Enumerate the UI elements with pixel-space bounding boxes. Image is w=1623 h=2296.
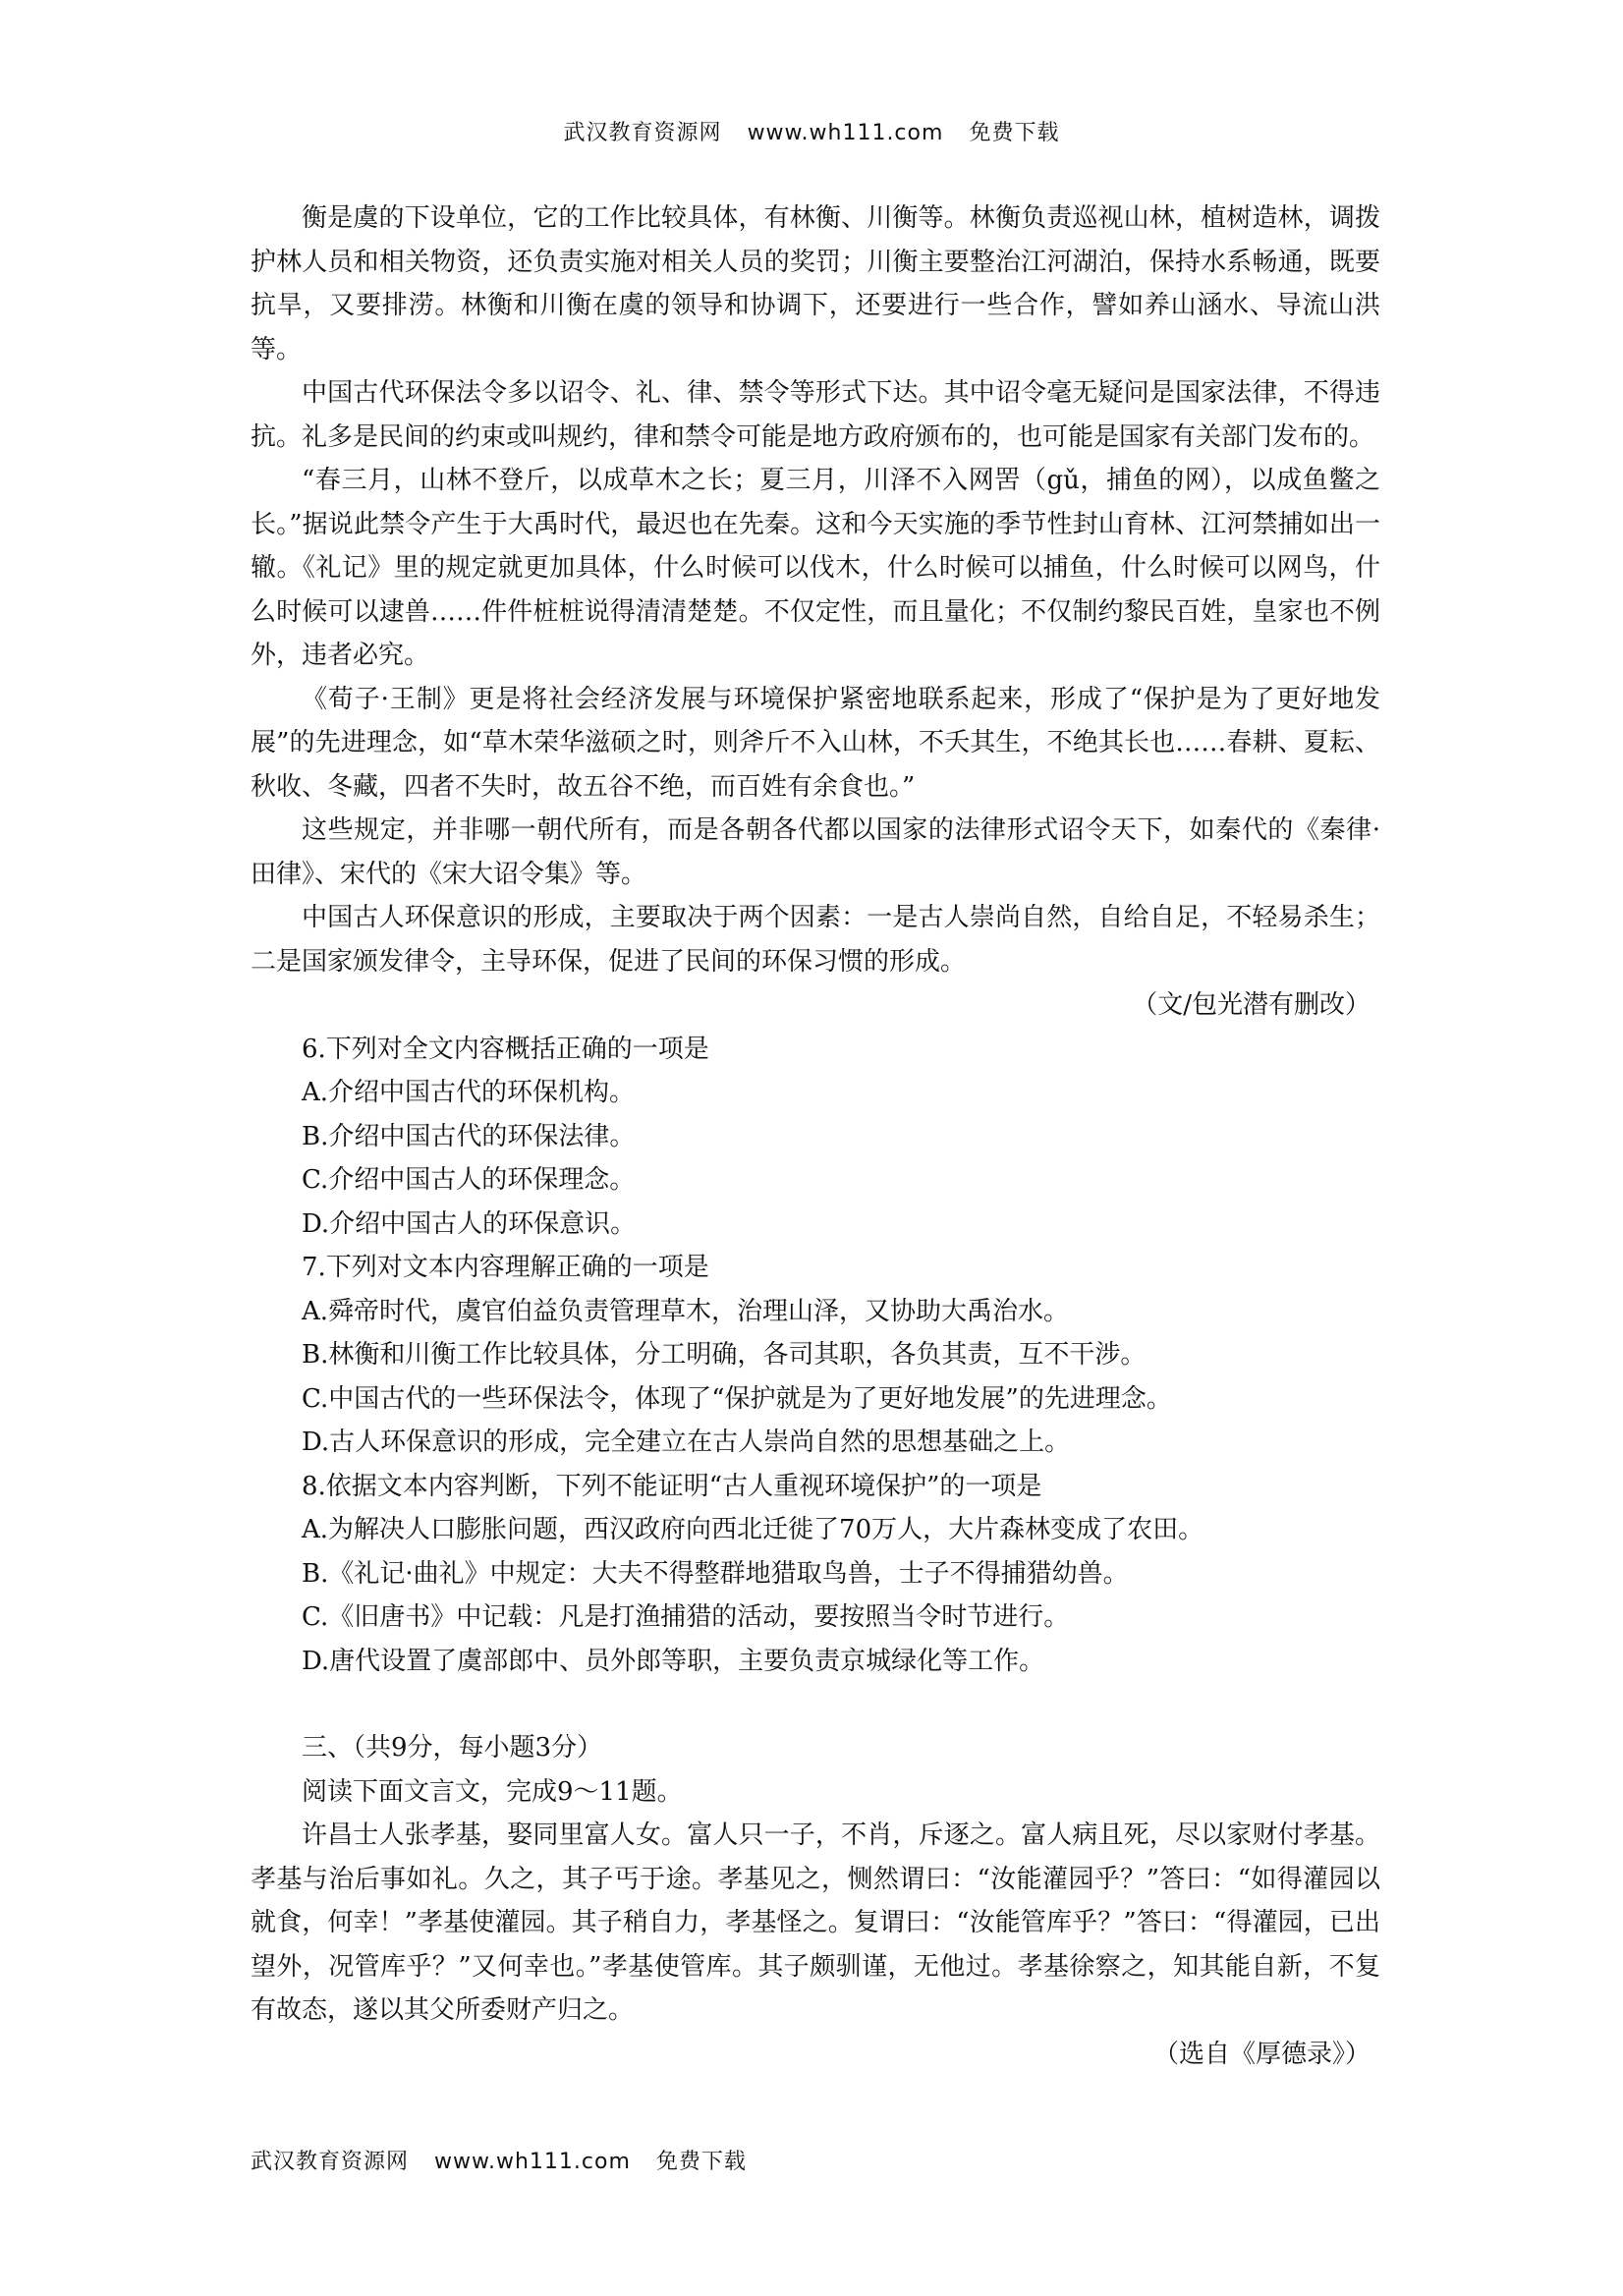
classical-passage: 许昌士人张孝基，娶同里富人女。富人只一子，不肖，斥逐之。富人病且死，尽以家财付孝基。孝基与治后事如礼。久之，其子丐于途。孝基见之，恻然谓曰：“汝能灌园乎？”答曰：“如得灌园以就食，何幸！”孝基使灌园。其子稍自力，孝基怪之。复谓曰：“汝能管库乎？”答曰：“得灌园，已出望外，况管库乎？”又何幸也。”孝基使管库。其子颇驯谨，无他过。孝基徐察之，知其能自新，不复有故态，遂以其父所委财产归之。 xyxy=(251,1820,1380,2025)
footer-site-name: 武汉教育资源网 xyxy=(251,2150,410,2174)
question-6-option-b: B.介绍中国古代的环保法律。 xyxy=(302,1121,636,1151)
question-8-option-a: A.为解决人口膨胀问题，西汉政府向西北迁徙了70万人，大片森林变成了农田。 xyxy=(302,1515,1204,1544)
question-7-stem: 7.下列对文本内容理解正确的一项是 xyxy=(302,1253,709,1282)
section-3-title: 三、（共9分，每小题3分） xyxy=(302,1733,603,1763)
classical-passage-source: （选自《厚德录》） xyxy=(1152,2039,1371,2069)
page-footer xyxy=(251,2145,747,2175)
article-paragraph-2: 中国古代环保法令多以诏令、礼、律、禁令等形式下达。其中诏令毫无疑问是国家法律，不得违抗。礼多是民间的约束或叫规约，律和禁令可能是地方政府颁布的，也可能是国家有关部门发布的。 xyxy=(251,378,1380,452)
article-paragraph-4: 《荀子·王制》更是将社会经济发展与环境保护紧密地联系起来，形成了“保护是为了更好地发展”的先进理念，如“草木荣华滋硕之时，则斧斤不入山林，不夭其生，不绝其长也……春耕、夏耘、秋收、冬藏，四者不失时，故五谷不绝，而百姓有余食也。” xyxy=(251,684,1380,802)
page-content xyxy=(251,196,1380,2076)
question-6-option-c: C.介绍中国古人的环保理念。 xyxy=(302,1165,636,1195)
footer-note: 免费下载 xyxy=(655,2150,747,2174)
question-7-option-c: C.中国古代的一些环保法令，体现了“保护就是为了更好地发展”的先进理念。 xyxy=(302,1383,1172,1414)
question-7-option-a: A.舜帝时代，虞官伯益负责管理草木，治理山泽，又协助大禹治水。 xyxy=(302,1296,1070,1326)
article-paragraph-1: 衡是虞的下设单位，它的工作比较具体，有林衡、川衡等。林衡负责巡视山林，植树造林，调拨护林人员和相关物资，还负责实施对相关人员的奖罚；川衡主要整治江河湖泊，保持水系畅通，既要抗旱，又要排涝。林衡和川衡在虞的领导和协调下，还要进行一些合作，譬如养山涵水、导流山洪等。 xyxy=(251,203,1380,364)
header-url: www.wh111.com xyxy=(747,121,944,145)
page-header xyxy=(0,116,1623,146)
header-note: 免费下载 xyxy=(969,121,1060,145)
question-6-option-a: A.介绍中国古代的环保机构。 xyxy=(302,1078,636,1107)
article-paragraph-6: 中国古人环保意识的形成，主要取决于两个因素：一是古人崇尚自然，自给自足，不轻易杀生；二是国家颁发律令，主导环保，促进了民间的环保习惯的形成。 xyxy=(251,903,1380,977)
question-8-option-b: B.《礼记·曲礼》中规定：大夫不得整群地猎取鸟兽，士子不得捕猎幼兽。 xyxy=(302,1558,1129,1589)
section-3-instruction: 阅读下面文言文，完成9～11题。 xyxy=(302,1776,683,1807)
article-source: （文/包光潜有删改） xyxy=(1132,990,1371,1020)
article-paragraph-3: “春三月，山林不登斤，以成草木之长；夏三月，川泽不入网罟（gǔ，捕鱼的网），以成鱼鳖之长。”据说此禁令产生于大禹时代，最迟也在先秦。这和今天实施的季节性封山育林、江河禁捕如出一辙。《礼记》里的规定就更加具体，什么时候可以伐木，什么时候可以捕鱼，什么时候可以网鸟，什么时候可以逮兽……件件桩桩说得清清楚楚。不仅定性，而且量化；不仅制约黎民百姓，皇家也不例外，违者必究。 xyxy=(251,466,1380,670)
header-site-name: 武汉教育资源网 xyxy=(563,121,722,145)
question-8-option-c: C.《旧唐书》中记载：凡是打渔捕猎的活动，要按照当令时节进行。 xyxy=(302,1602,1070,1632)
article-paragraph-5: 这些规定，并非哪一朝代所有，而是各朝各代都以国家的法律形式诏令天下，如秦代的《秦律·田律》、宋代的《宋大诏令集》等。 xyxy=(251,815,1380,889)
question-8-stem: 8.依据文本内容判断，下列不能证明“古人重视环境保护”的一项是 xyxy=(302,1471,1042,1501)
question-6-stem: 6.下列对全文内容概括正确的一项是 xyxy=(302,1034,709,1064)
footer-url: www.wh111.com xyxy=(434,2150,631,2174)
question-6-option-d: D.介绍中国古人的环保意识。 xyxy=(302,1208,637,1239)
question-7-option-d: D.古人环保意识的形成，完全建立在古人崇尚自然的思想基础之上。 xyxy=(302,1428,1071,1457)
question-7-option-b: B.林衡和川衡工作比较具体，分工明确，各司其职，各负其责，互不干涉。 xyxy=(302,1340,1147,1370)
question-8-option-d: D.唐代设置了虞部郎中、员外郎等职，主要负责京城绿化等工作。 xyxy=(302,1646,1045,1676)
